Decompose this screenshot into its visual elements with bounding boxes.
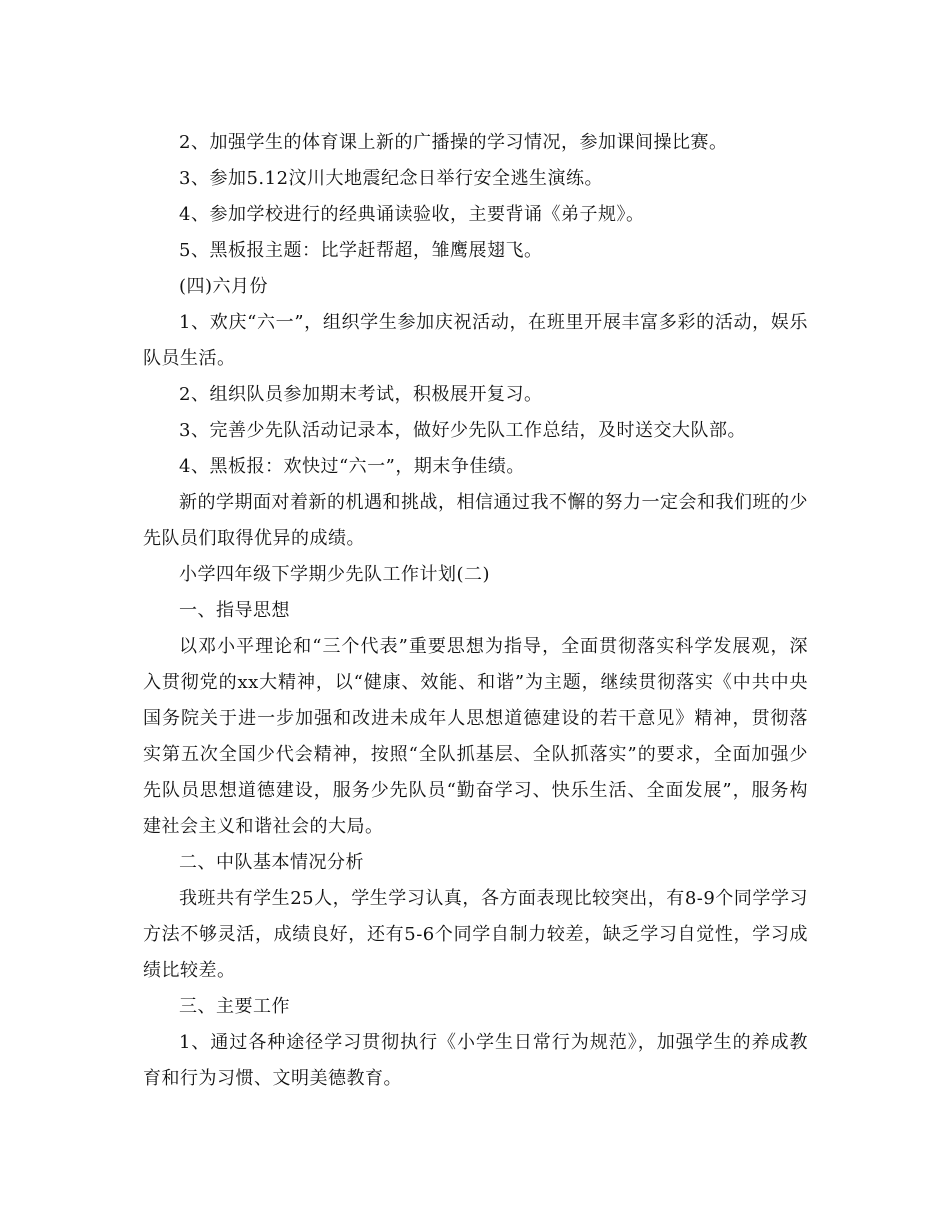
section-heading-june: (四)六月份 xyxy=(179,276,269,297)
document-body xyxy=(143,125,808,1097)
paragraph-1: 2、加强学生的体育课上新的广播操的学习情况，参加课间操比赛。 xyxy=(179,132,728,153)
paragraph-7: 3、完善少先队活动记录本，做好少先队工作总结，及时送交大队部。 xyxy=(179,420,746,441)
paragraph-4: 5、黑板报主题：比学赶帮超，雏鹰展翅飞。 xyxy=(179,240,543,261)
paragraph-2: 3、参加5.12汶川大地震纪念日举行安全逃生演练。 xyxy=(179,168,604,189)
section-heading-class-analysis: 二、中队基本情况分析 xyxy=(179,852,364,873)
paragraph-guiding-ideology: 以邓小平理论和“三个代表”重要思想为指导，全面贯彻落实科学发展观，深入贯彻党的xx大精神，以“健康、效能、和谐”为主题，继续贯彻落实《中共中央国务院关于进一步加强和改进未成年人思想道德建设的若干意见》精神，贯彻落实第五次全国少代会精神，按照“全队抓基层、全队抓落实”的要求，全面加强少先队员思想道德建设，服务少先队员“勤奋学习、快乐生活、全面发展”，服务构建社会主义和谐社会的大局。 xyxy=(143,636,808,837)
plan-title: 小学四年级下学期少先队工作计划(二) xyxy=(179,564,491,585)
paragraph-main-work-1: 1、通过各种途径学习贯彻执行《小学生日常行为规范》，加强学生的养成教育和行为习惯、文明美德教育。 xyxy=(143,1032,808,1089)
section-heading-guiding-ideology: 一、指导思想 xyxy=(179,600,290,621)
section-heading-main-work: 三、主要工作 xyxy=(179,996,290,1017)
paragraph-class-analysis: 我班共有学生25人，学生学习认真，各方面表现比较突出，有8-9个同学学习方法不够灵活，成绩良好，还有5-6个同学自制力较差，缺乏学习自觉性，学习成绩比较差。 xyxy=(143,888,808,981)
paragraph-8: 4、黑板报：欢快过“六一”，期末争佳绩。 xyxy=(179,456,525,477)
paragraph-6: 2、组织队员参加期末考试，积极展开复习。 xyxy=(179,384,543,405)
paragraph-5: 1、欢庆“六一”，组织学生参加庆祝活动，在班里开展丰富多彩的活动，娱乐队员生活。 xyxy=(143,312,808,369)
paragraph-3: 4、参加学校进行的经典诵读验收，主要背诵《弟子规》。 xyxy=(179,204,645,225)
closing-paragraph: 新的学期面对着新的机遇和挑战，相信通过我不懈的努力一定会和我们班的少先队员们取得优异的成绩。 xyxy=(143,492,808,549)
